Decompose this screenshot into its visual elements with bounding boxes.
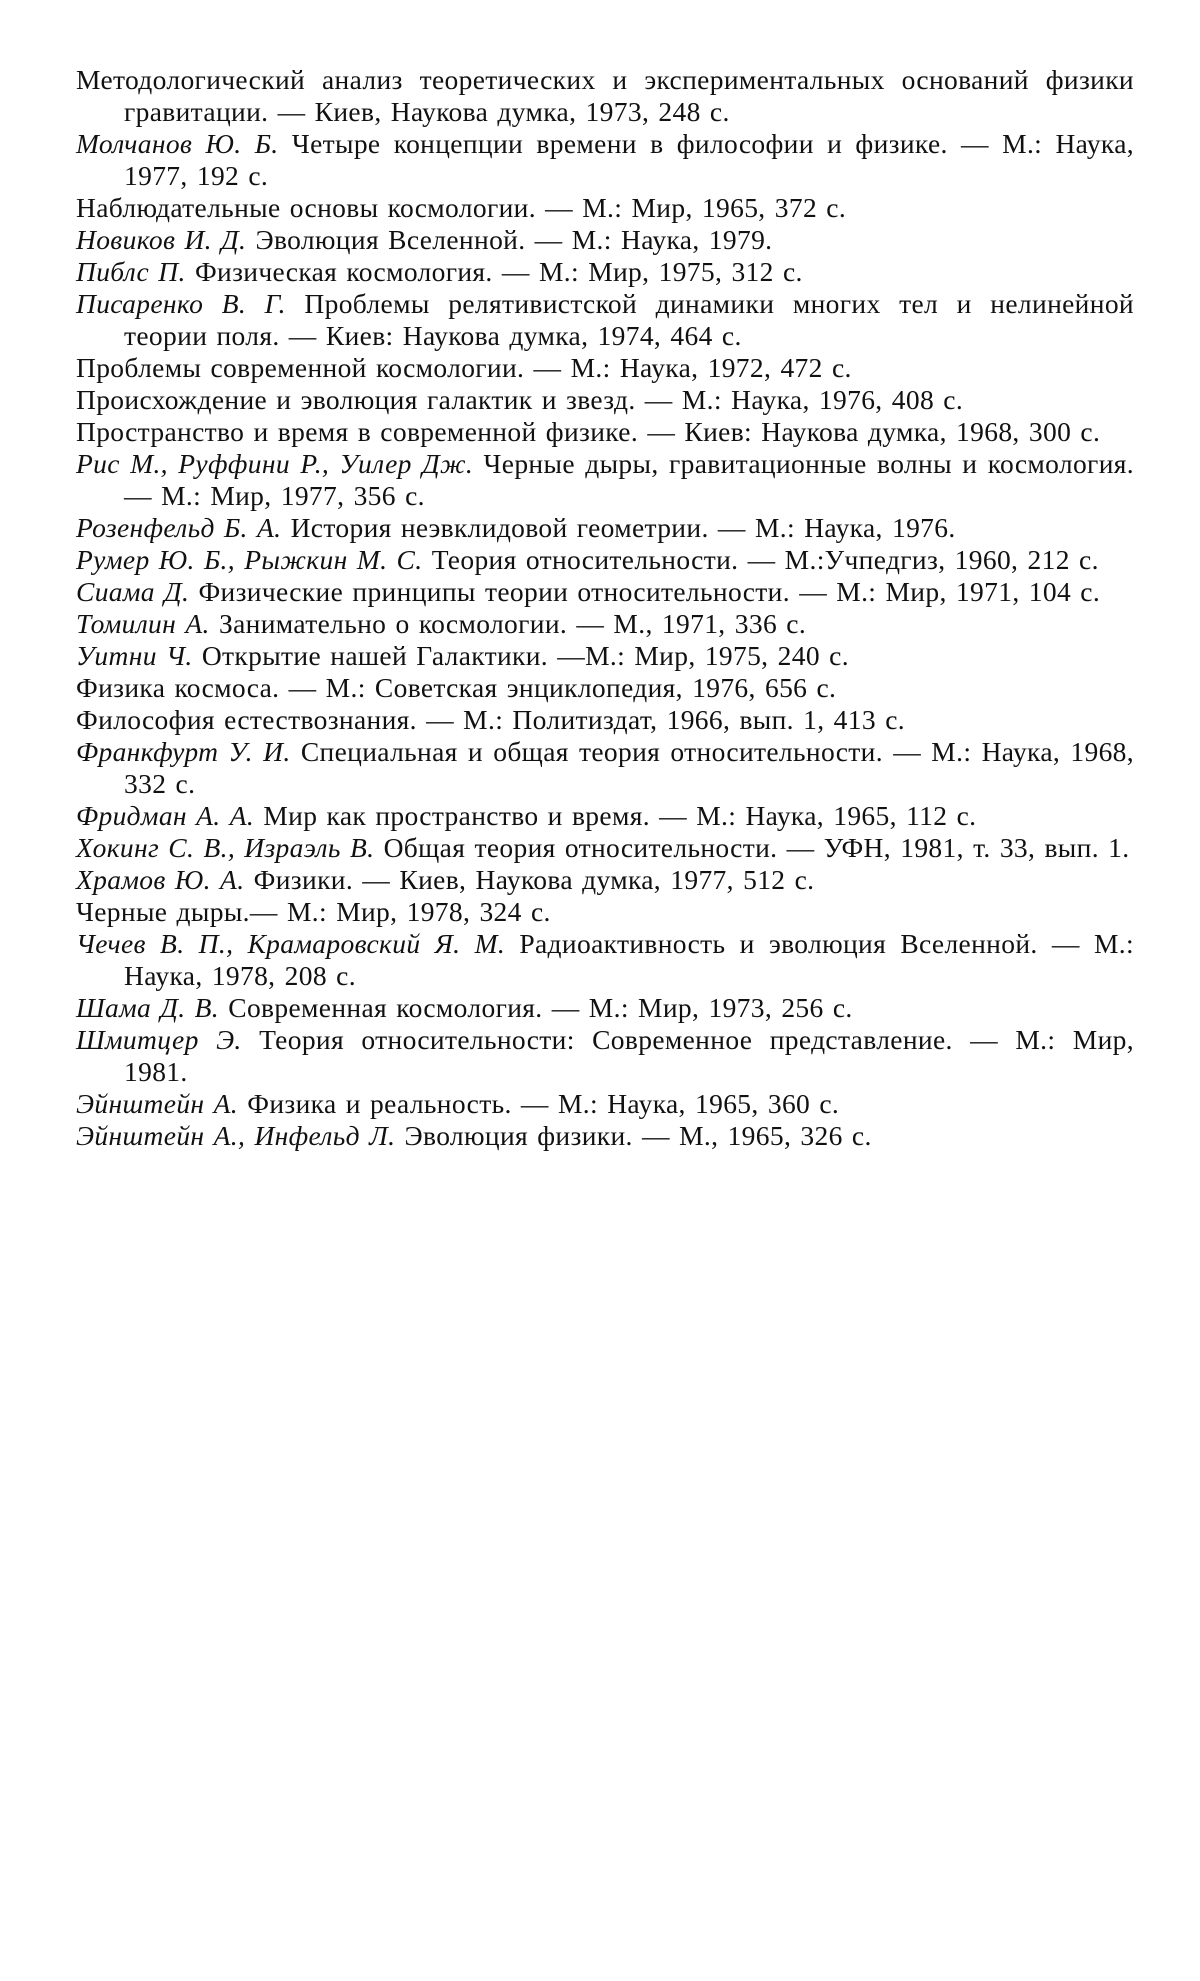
entry-text: Физика космоса. — М.: Советская энциклопедия, 1976, 656 с. [76,672,837,703]
bibliography-entry [76,384,1134,416]
bibliography-entry [76,512,1134,544]
entry-author: Чечев В. П., Крамаровский Я. М. [76,928,506,959]
entry-author: Хокинг С. В., Израэль В. [76,832,375,863]
bibliography-entry [76,608,1134,640]
entry-text: Физики. — Киев, Наукова думка, 1977, 512 с. [253,864,815,895]
entry-text: Методологический анализ теоретических и экспериментальных оснований физики гравитации. — Киев, Наукова думка, 1973, 248 с. [76,64,1134,127]
entry-text: Физические принципы теории относительности. — М.: Мир, 1971, 104 с. [198,576,1101,607]
entry-author: Уитни Ч. [76,640,193,671]
bibliography-entry [76,352,1134,384]
entry-text: Четыре концепции времени в философии и физике. — М.: Наука, 1977, 192 с. [124,128,1135,191]
bibliography-entry [76,640,1134,672]
bibliography-entry [76,672,1134,704]
entry-text: Специальная и общая теория относительности. — М.: Наука, 1968, 332 с. [124,736,1134,799]
entry-author: Розенфельд Б. А. [76,512,282,543]
entry-text: Занимательно о космологии. — М., 1971, 336 с. [218,608,807,639]
entry-text: Открытие нашей Галактики. —М.: Мир, 1975, 240 с. [201,640,849,671]
entry-author: Молчанов Ю. Б. [76,128,279,159]
entry-text: Теория относительности: Современное представление. — М.: Мир, 1981. [124,1024,1134,1087]
entry-author: Шама Д. В. [76,992,220,1023]
entry-text: Эволюция Вселенной. — М.: Наука, 1979. [255,224,773,255]
bibliography-page [76,64,1134,1152]
entry-text: Происхождение и эволюция галактик и звезд. — М.: Наука, 1976, 408 с. [76,384,964,415]
entry-author: Эйнштейн А. [76,1088,239,1119]
entry-author: Писаренко В. Г. [76,288,286,319]
bibliography-entry [76,224,1134,256]
entry-text: Мир как пространство и время. — М.: Наука, 1965, 112 с. [263,800,977,831]
bibliography-entry [76,1120,1134,1152]
bibliography-entry [76,288,1134,352]
entry-text: Теория относительности. — М.:Учпедгиз, 1960, 212 с. [431,544,1099,575]
entry-text: Физическая космология. — М.: Мир, 1975, 312 с. [194,256,803,287]
entry-text: Радиоактивность и эволюция Вселенной. — М.: Наука, 1978, 208 с. [124,928,1134,991]
bibliography-entry [76,832,1134,864]
bibliography-entry [76,128,1134,192]
entry-text: Проблемы релятивистской динамики многих тел и нелинейной теории поля. — Киев: Наукова думка, 1974, 464 с. [124,288,1134,351]
entry-text: Проблемы современной космологии. — М.: Наука, 1972, 472 с. [76,352,852,383]
bibliography-entry [76,64,1134,128]
bibliography-entry [76,736,1134,800]
entry-author: Румер Ю. Б., Рыжкин М. С. [76,544,423,575]
entry-text: Философия естествознания. — М.: Политиздат, 1966, вып. 1, 413 с. [76,704,905,735]
bibliography-entry [76,896,1134,928]
bibliography-entry [76,800,1134,832]
entry-author: Рис М., Руффини Р., Уилер Дж. [76,448,474,479]
entry-author: Эйнштейн А., Инфельд Л. [76,1120,396,1151]
entry-author: Томилин А. [76,608,210,639]
bibliography-entry [76,256,1134,288]
bibliography-entry [76,992,1134,1024]
entry-text: Пространство и время в современной физике. — Киев: Наукова думка, 1968, 300 с. [76,416,1101,447]
bibliography-entry [76,448,1134,512]
bibliography-entry [76,864,1134,896]
bibliography-entry [76,192,1134,224]
bibliography-entry [76,416,1134,448]
entry-text: Черные дыры, гравитационные волны и космология. — М.: Мир, 1977, 356 с. [124,448,1134,511]
entry-author: Шмитцер Э. [76,1024,242,1055]
bibliography-entry [76,704,1134,736]
entry-text: Черные дыры.— М.: Мир, 1978, 324 с. [76,896,551,927]
entry-author: Франкфурт У. И. [76,736,291,767]
entry-author: Пиблс П. [76,256,186,287]
entry-text: Общая теория относительности. — УФН, 1981, т. 33, вып. 1. [383,832,1130,863]
bibliography-entry [76,928,1134,992]
bibliography-entry [76,1024,1134,1088]
bibliography-entry [76,544,1134,576]
entry-author: Храмов Ю. А. [76,864,245,895]
entry-author: Новиков И. Д. [76,224,247,255]
entry-text: Эволюция физики. — М., 1965, 326 с. [404,1120,872,1151]
entry-text: Физика и реальность. — М.: Наука, 1965, 360 с. [247,1088,840,1119]
entry-text: История неэвклидовой геометрии. — М.: Наука, 1976. [290,512,956,543]
entry-author: Сиама Д. [76,576,190,607]
bibliography-entry [76,576,1134,608]
bibliography-entry [76,1088,1134,1120]
entry-author: Фридман А. А. [76,800,255,831]
entry-text: Наблюдательные основы космологии. — М.: Мир, 1965, 372 с. [76,192,847,223]
entry-text: Современная космология. — М.: Мир, 1973, 256 с. [228,992,853,1023]
